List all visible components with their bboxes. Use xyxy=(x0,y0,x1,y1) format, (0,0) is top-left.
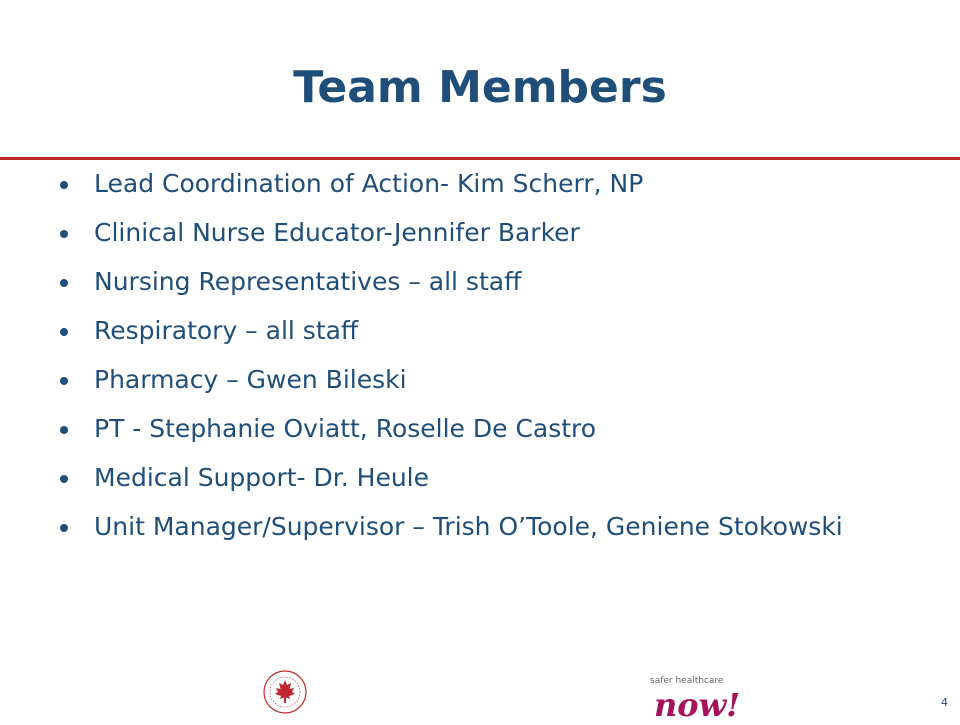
bullet-dot-icon xyxy=(60,524,68,532)
bullet-dot-icon xyxy=(60,230,68,238)
bullet-text: Medical Support- Dr. Heule xyxy=(94,463,429,492)
slide-title: Team Members xyxy=(293,62,667,113)
bullet-dot-icon xyxy=(60,377,68,385)
bullet-text: Unit Manager/Supervisor – Trish O’Toole, Geniene Stokowski xyxy=(94,512,843,541)
bullet-text: Pharmacy – Gwen Bileski xyxy=(94,365,407,394)
maple-leaf-seal-icon xyxy=(262,669,308,715)
bullet-item xyxy=(60,512,920,542)
bullet-item xyxy=(60,218,920,248)
bullet-dot-icon xyxy=(60,475,68,483)
bullet-dot-icon xyxy=(60,328,68,336)
bullet-item xyxy=(60,365,920,395)
bullet-text: Nursing Representatives – all staff xyxy=(94,267,522,296)
bullet-item xyxy=(60,463,920,493)
bullet-text: PT - Stephanie Oviatt, Roselle De Castro xyxy=(94,414,597,443)
bullet-text: Lead Coordination of Action- Kim Scherr, NP xyxy=(94,169,644,198)
bullet-text: Respiratory – all staff xyxy=(94,316,359,345)
bullet-item xyxy=(60,169,920,199)
bullet-list xyxy=(60,169,920,561)
bullet-dot-icon xyxy=(60,426,68,434)
title-divider xyxy=(0,157,960,160)
bullet-item xyxy=(60,267,920,297)
safer-healthcare-now-logo xyxy=(650,676,760,724)
bullet-dot-icon xyxy=(60,181,68,189)
bullet-text: Clinical Nurse Educator-Jennifer Barker xyxy=(94,218,580,247)
bullet-item xyxy=(60,316,920,346)
logo-tagline: safer healthcare xyxy=(650,676,724,686)
bullet-dot-icon xyxy=(60,279,68,287)
page-number: 4 xyxy=(941,696,948,709)
bullet-item xyxy=(60,414,920,444)
logo-mark: now! xyxy=(654,686,741,724)
